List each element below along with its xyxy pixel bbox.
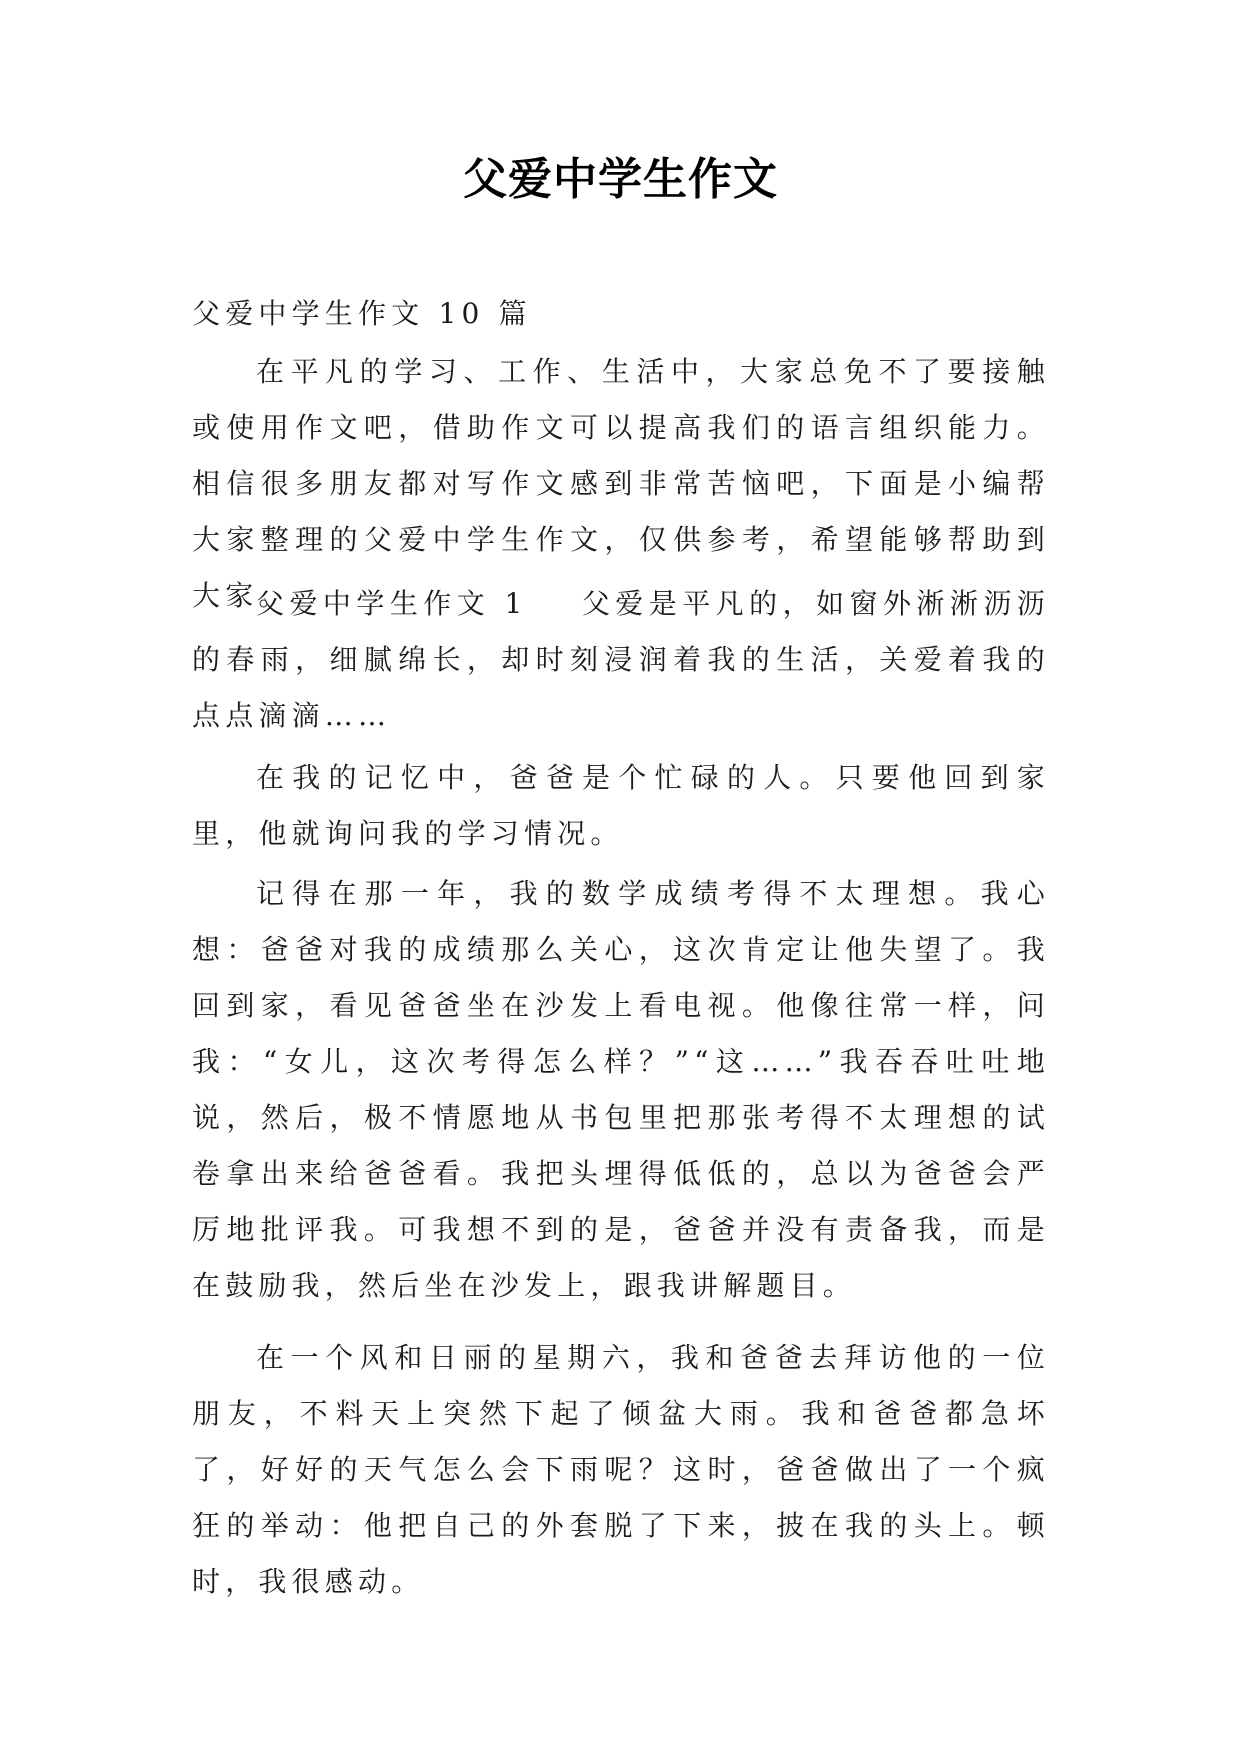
paragraph-intro: 在平凡的学习、工作、生活中，大家总免不了要接触或使用作文吧，借助作文可以提高我们的语言组织能力。相信很多朋友都对写作文感到非常苦恼吧，下面是小编帮大家整理的父爱中学生作文，仅供参考，希望能够帮助到大家。: [192, 355, 1050, 612]
paragraph-essay-1-opening: [192, 576, 1050, 744]
essay-heading: 父爱中学生作文 1: [256, 587, 528, 620]
document-title: 父爱中学生作文: [463, 154, 778, 205]
document-subtitle: 父爱中学生作文 10 篇: [192, 297, 532, 330]
essay-1-opening-text: 父爱是平凡的，如窗外淅淅沥沥的春雨，细腻绵长，却时刻浸润着我的生活，关爱着我的点点滴滴……: [192, 587, 1050, 732]
paragraph-memory: 在我的记忆中，爸爸是个忙碌的人。只要他回到家里，他就询问我的学习情况。: [192, 761, 1050, 850]
paragraph-rainy-saturday: 在一个风和日丽的星期六，我和爸爸去拜访他的一位朋友，不料天上突然下起了倾盆大雨。我和爸爸都急坏了，好好的天气怎么会下雨呢？这时，爸爸做出了一个疯狂的举动：他把自己的外套脱了下来，披在我的头上。顿时，我很感动。: [192, 1341, 1050, 1598]
paragraph-math-exam: 记得在那一年，我的数学成绩考得不太理想。我心想：爸爸对我的成绩那么关心，这次肯定让他失望了。我回到家，看见爸爸坐在沙发上看电视。他像往常一样，问我：“女儿，这次考得怎么样？”“这……”我吞吞吐吐地说，然后，极不情愿地从书包里把那张考得不太理想的试卷拿出来给爸爸看。我把头埋得低低的，总以为爸爸会严厉地批评我。可我想不到的是，爸爸并没有责备我，而是在鼓励我，然后坐在沙发上，跟我讲解题目。: [192, 877, 1050, 1302]
